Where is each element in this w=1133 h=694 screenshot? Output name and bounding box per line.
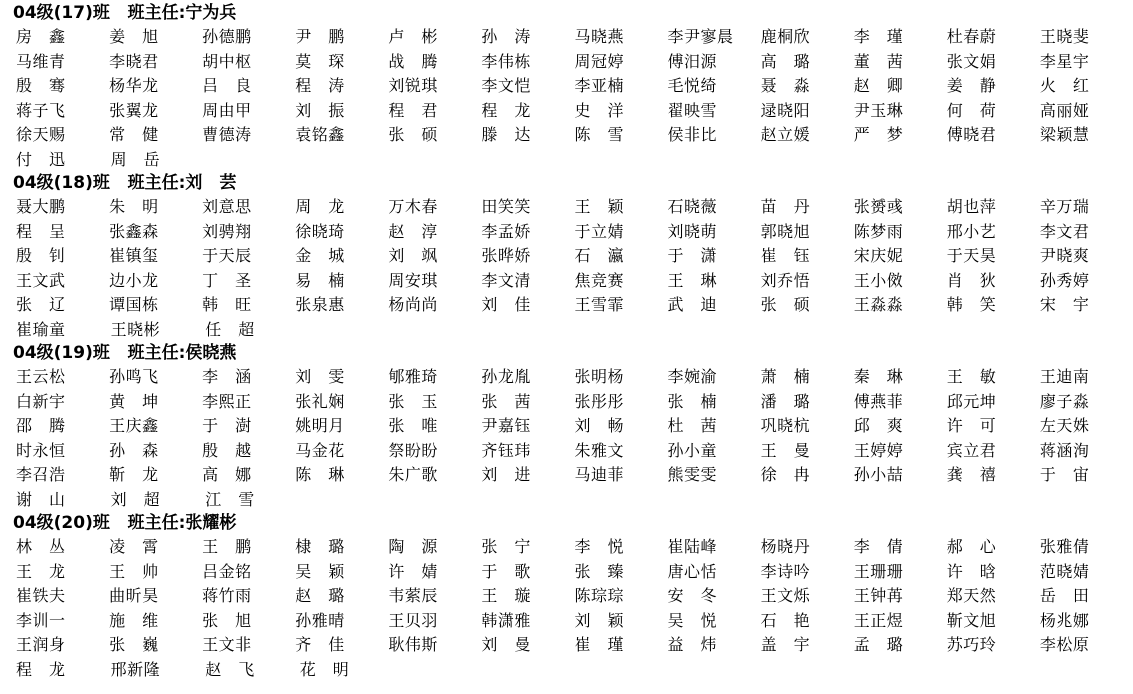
student-name: 韩潇雅 — [481, 610, 531, 630]
student-name: 许 晗 — [946, 561, 997, 581]
student-name: 侯非比 — [667, 125, 718, 144]
student-name: 逯晓阳 — [760, 100, 811, 120]
student-name: 尹 鹏 — [295, 27, 345, 46]
student-name: 益 炜 — [667, 635, 718, 654]
student-name: 陈 雪 — [574, 125, 624, 144]
student-name: 巩晓杭 — [760, 416, 811, 435]
name-row — [16, 488, 1133, 513]
student-name: 赵 卿 — [853, 76, 904, 95]
student-name: 聂 淼 — [760, 76, 811, 95]
student-name: 石 瀛 — [574, 246, 624, 265]
student-name: 王 曼 — [760, 440, 811, 460]
student-name: 崔镇玺 — [109, 246, 159, 265]
student-name: 李文清 — [481, 270, 531, 290]
student-name: 郇雅琦 — [388, 367, 438, 386]
student-name: 龚 禧 — [946, 465, 997, 484]
student-name: 廖子淼 — [1039, 391, 1090, 411]
student-name: 任 超 — [205, 319, 255, 339]
student-name: 杨华龙 — [109, 76, 159, 95]
student-name: 程 龙 — [481, 100, 531, 120]
student-name: 李婉渝 — [667, 367, 718, 386]
student-name: 许 婧 — [388, 561, 438, 581]
student-name: 张赟彧 — [853, 197, 904, 216]
name-row — [16, 463, 1133, 488]
student-name: 肖 狄 — [946, 270, 997, 290]
student-name: 孙德鹏 — [202, 27, 252, 46]
student-name: 马晓燕 — [574, 27, 624, 46]
student-name: 刘 飒 — [388, 246, 438, 265]
student-name: 李 瑾 — [853, 27, 904, 46]
name-row — [16, 25, 1133, 50]
class-header: 04级(20)班 班主任:张耀彬 — [13, 513, 237, 533]
name-row — [16, 50, 1133, 75]
student-name: 白新宇 — [16, 391, 66, 411]
student-name: 王小傚 — [853, 270, 904, 290]
student-name: 邢新隆 — [110, 659, 161, 679]
student-name: 周 龙 — [295, 197, 345, 216]
student-name: 陶 源 — [388, 537, 438, 556]
student-name: 孙 森 — [109, 440, 159, 460]
student-name: 边小龙 — [109, 270, 159, 290]
student-name: 石晓薇 — [667, 197, 718, 216]
student-name: 陈 琳 — [295, 465, 345, 484]
student-name: 靳文旭 — [946, 610, 997, 630]
student-name: 许 可 — [946, 416, 997, 435]
student-name: 刘 畅 — [574, 416, 624, 435]
student-name: 张晔娇 — [481, 246, 531, 265]
student-name: 高丽娅 — [1039, 100, 1090, 120]
student-name: 姜 旭 — [109, 27, 159, 46]
student-name: 岳 田 — [1039, 586, 1090, 605]
name-row — [16, 293, 1133, 318]
student-name: 王淼淼 — [853, 295, 904, 314]
name-row — [16, 535, 1133, 560]
student-name: 邵 腾 — [16, 416, 66, 435]
student-name: 张 旭 — [202, 610, 252, 630]
student-name: 孙小童 — [667, 440, 718, 460]
student-name: 张 茜 — [481, 391, 531, 411]
name-row — [16, 439, 1133, 464]
student-name: 于天昊 — [946, 246, 997, 265]
student-name: 程 龙 — [16, 659, 66, 679]
name-row — [16, 244, 1133, 269]
name-row — [16, 584, 1133, 609]
student-name: 徐天赐 — [16, 125, 66, 144]
student-name: 张彤彤 — [574, 391, 624, 411]
student-name: 祭盼盼 — [388, 440, 438, 460]
student-name: 殷 骞 — [16, 76, 66, 95]
student-name: 陈梦雨 — [853, 221, 904, 241]
student-name: 刘 振 — [295, 100, 345, 120]
student-name: 吴 颖 — [295, 561, 345, 581]
student-name: 辛万瑞 — [1039, 197, 1090, 216]
student-name: 王晓斐 — [1039, 27, 1090, 46]
student-name: 孙龙胤 — [481, 367, 531, 386]
student-name: 靳 龙 — [109, 465, 159, 484]
student-name: 刘 佳 — [481, 295, 531, 314]
student-name: 王迪南 — [1039, 367, 1090, 386]
student-name: 李亚楠 — [574, 76, 624, 95]
student-name: 朱雅文 — [574, 440, 624, 460]
student-name: 王文武 — [16, 270, 66, 290]
class-section — [13, 512, 1133, 682]
student-name: 张 楠 — [667, 391, 718, 411]
student-name: 崔陆峰 — [667, 537, 718, 556]
student-name: 于 歌 — [481, 561, 531, 581]
student-name: 梁颖慧 — [1039, 125, 1090, 144]
student-name: 王晓彬 — [110, 319, 161, 339]
student-name: 殷 越 — [202, 440, 252, 460]
student-name: 宋 宇 — [1039, 295, 1090, 314]
student-name: 袁铭鑫 — [295, 125, 345, 144]
student-name: 王 鹏 — [202, 537, 252, 556]
student-name: 徐晓琦 — [295, 221, 345, 241]
student-name: 胡中枢 — [202, 51, 252, 71]
name-row — [16, 148, 1133, 173]
student-name: 刘 雯 — [295, 367, 345, 386]
student-name: 吕金铭 — [202, 561, 252, 581]
name-row — [16, 390, 1133, 415]
student-name: 刘晓萌 — [667, 221, 718, 241]
student-name: 陈琮琮 — [574, 586, 624, 605]
student-name: 黄 坤 — [109, 391, 159, 411]
student-name: 焦竞赛 — [574, 270, 624, 290]
student-name: 孙鸣飞 — [109, 367, 159, 386]
student-name: 周安琪 — [388, 270, 438, 290]
class-header: 04级(19)班 班主任:侯晓燕 — [13, 343, 237, 363]
student-name: 王 帅 — [109, 561, 159, 581]
class-section — [13, 342, 1133, 512]
student-name: 石 艳 — [760, 610, 811, 630]
student-name: 李文君 — [1039, 221, 1090, 241]
student-name: 程 呈 — [16, 221, 66, 241]
student-name: 李星宇 — [1039, 51, 1090, 71]
student-name: 张 唯 — [388, 416, 438, 435]
student-name: 曲昕昊 — [109, 586, 159, 605]
student-name: 李训一 — [16, 610, 66, 630]
name-row — [16, 74, 1133, 99]
student-name: 王 璇 — [481, 586, 531, 605]
class-section — [13, 172, 1133, 342]
student-name: 杨尚尚 — [388, 295, 438, 314]
student-name: 胡也萍 — [946, 197, 997, 216]
student-name: 董 茜 — [853, 51, 904, 71]
student-name: 王文非 — [202, 635, 252, 654]
student-name: 马维青 — [16, 51, 66, 71]
student-name: 萧 楠 — [760, 367, 811, 386]
student-name: 张 硕 — [388, 125, 438, 144]
student-name: 李松原 — [1039, 635, 1090, 654]
student-name: 常 健 — [109, 125, 159, 144]
student-name: 吕 良 — [202, 76, 252, 95]
student-name: 棣 璐 — [295, 537, 345, 556]
student-name: 郝 心 — [946, 537, 997, 556]
student-name: 尹嘉钰 — [481, 416, 531, 435]
student-name: 张 巍 — [109, 635, 159, 654]
student-name: 杜 茜 — [667, 416, 718, 435]
student-name: 傅晓君 — [946, 125, 997, 144]
student-name: 火 红 — [1039, 76, 1090, 95]
student-name: 周冠婷 — [574, 51, 624, 71]
student-name: 韦萦辰 — [388, 586, 438, 605]
student-name: 姜 静 — [946, 76, 997, 95]
student-name: 孟 璐 — [853, 635, 904, 654]
student-name: 毛悦绮 — [667, 76, 718, 95]
student-name: 孙雅晴 — [295, 610, 345, 630]
student-name: 田笑笑 — [481, 197, 531, 216]
student-name: 孙小喆 — [853, 465, 904, 484]
student-name: 程 君 — [388, 100, 438, 120]
student-name: 刘 颖 — [574, 610, 624, 630]
student-name: 潘 璐 — [760, 391, 811, 411]
student-name: 姚明月 — [295, 416, 345, 435]
name-row — [16, 414, 1133, 439]
student-name: 傅汨源 — [667, 51, 718, 71]
student-name: 鹿桐欣 — [760, 27, 811, 46]
student-name: 耿伟斯 — [388, 635, 438, 654]
student-name: 郭晓旭 — [760, 221, 811, 241]
student-name: 严 梦 — [853, 125, 904, 144]
student-name: 崔瑜童 — [16, 319, 66, 339]
student-name: 刘骋翔 — [202, 221, 252, 241]
student-name: 吴 悦 — [667, 610, 718, 630]
name-row — [16, 195, 1133, 220]
student-name: 谭国栋 — [109, 295, 159, 314]
student-name: 盖 宇 — [760, 635, 811, 654]
student-name: 李晓君 — [109, 51, 159, 71]
student-name: 程 涛 — [295, 76, 345, 95]
name-row — [16, 658, 1133, 683]
student-name: 江 雪 — [205, 489, 255, 509]
student-name: 张泉惠 — [295, 295, 345, 314]
student-name: 王 龙 — [16, 561, 66, 581]
student-name: 马金花 — [295, 440, 345, 460]
student-name: 李 倩 — [853, 537, 904, 556]
student-name: 聂大鹏 — [16, 197, 66, 216]
student-name: 张明杨 — [574, 367, 624, 386]
student-name: 王润身 — [16, 635, 66, 654]
student-name: 蒋竹雨 — [202, 586, 252, 605]
student-name: 安 冬 — [667, 586, 718, 605]
student-name: 张 辽 — [16, 295, 66, 314]
name-row — [16, 220, 1133, 245]
student-name: 王雪霏 — [574, 295, 624, 314]
student-name: 郑天然 — [946, 586, 997, 605]
student-name: 李 悦 — [574, 537, 624, 556]
name-row — [16, 560, 1133, 585]
student-name: 翟映雪 — [667, 100, 718, 120]
student-name: 王 琳 — [667, 270, 718, 290]
student-name: 王珊珊 — [853, 561, 904, 581]
class-section — [13, 2, 1133, 172]
student-name: 王文烁 — [760, 586, 811, 605]
student-name: 万木春 — [388, 197, 438, 216]
student-name: 丁 圣 — [202, 270, 252, 290]
student-name: 张 硕 — [760, 295, 811, 314]
student-name: 赵立媛 — [760, 125, 811, 144]
student-name: 施 维 — [109, 610, 159, 630]
student-name: 王 颖 — [574, 197, 624, 216]
student-name: 凌 霄 — [109, 537, 159, 556]
student-name: 蒋子飞 — [16, 100, 66, 120]
student-name: 史 洋 — [574, 100, 624, 120]
student-name: 曹德涛 — [202, 125, 252, 144]
student-name: 张礼娴 — [295, 391, 345, 411]
name-row — [16, 609, 1133, 634]
student-name: 邱 爽 — [853, 416, 904, 435]
student-name: 马迪菲 — [574, 465, 624, 484]
student-name: 付 迅 — [16, 149, 66, 169]
class-header: 04级(17)班 班主任:宁为兵 — [13, 3, 237, 23]
student-name: 王 敏 — [946, 367, 997, 386]
student-name: 李诗吟 — [760, 561, 811, 581]
student-name: 苗 丹 — [760, 197, 811, 216]
student-name: 房 鑫 — [16, 27, 66, 46]
student-name: 宋庆妮 — [853, 246, 904, 265]
student-name: 刘 超 — [110, 489, 161, 509]
student-name: 刘意思 — [202, 197, 252, 216]
student-name: 战 腾 — [388, 51, 438, 71]
student-name: 张 玉 — [388, 391, 438, 411]
student-name: 朱 明 — [109, 197, 159, 216]
student-name: 韩 笑 — [946, 295, 997, 314]
student-name: 齐 佳 — [295, 635, 345, 654]
student-name: 于天辰 — [202, 246, 252, 265]
class-header: 04级(18)班 班主任:刘 芸 — [13, 173, 237, 193]
student-name: 尹晓爽 — [1039, 246, 1090, 265]
student-name: 李熙正 — [202, 391, 252, 411]
student-name: 蒋涵洵 — [1039, 440, 1090, 460]
student-name: 张 臻 — [574, 561, 624, 581]
student-name: 殷 钊 — [16, 246, 66, 265]
student-name: 周 岳 — [110, 149, 161, 169]
student-name: 刘乔悟 — [760, 270, 811, 290]
student-name: 李孟娇 — [481, 221, 531, 241]
student-name: 唐心恬 — [667, 561, 718, 581]
student-name: 王正煜 — [853, 610, 904, 630]
student-name: 李 涵 — [202, 367, 252, 386]
student-name: 刘 曼 — [481, 635, 531, 654]
student-name: 崔 瑾 — [574, 635, 624, 654]
student-name: 王庆鑫 — [109, 416, 159, 435]
student-name: 刘 进 — [481, 465, 531, 484]
student-name: 李伟栋 — [481, 51, 531, 71]
student-name: 于 澍 — [202, 416, 252, 435]
student-name: 于立婧 — [574, 221, 624, 241]
student-name: 邱元坤 — [946, 391, 997, 411]
student-name: 时永恒 — [16, 440, 66, 460]
student-name: 李尹寥晨 — [667, 27, 734, 46]
student-name: 易 楠 — [295, 270, 345, 290]
student-name: 傅燕菲 — [853, 391, 904, 411]
student-name: 王钟苒 — [853, 586, 904, 605]
student-name: 周由甲 — [202, 100, 252, 120]
student-name: 齐钰玮 — [481, 440, 531, 460]
student-name: 崔铁夫 — [16, 586, 66, 605]
name-row — [16, 99, 1133, 124]
name-row — [16, 318, 1133, 343]
name-row — [16, 123, 1133, 148]
student-name: 孙秀婷 — [1039, 270, 1090, 290]
student-name: 宾立君 — [946, 440, 997, 460]
student-name: 熊雯雯 — [667, 465, 718, 484]
student-name: 杨晓丹 — [760, 537, 811, 556]
student-name: 张 宁 — [481, 537, 531, 556]
student-name: 韩 旺 — [202, 295, 252, 314]
student-name: 张翼龙 — [109, 100, 159, 120]
name-row — [16, 269, 1133, 294]
student-name: 李召浩 — [16, 465, 66, 484]
student-name: 朱广歌 — [388, 465, 438, 484]
student-name: 高 璐 — [760, 51, 811, 71]
student-name: 刘锐琪 — [388, 76, 438, 95]
student-name: 赵 飞 — [205, 659, 255, 679]
student-name: 范晓婧 — [1039, 561, 1090, 581]
student-name: 高 娜 — [202, 465, 252, 484]
name-row — [16, 365, 1133, 390]
student-name: 邢小艺 — [946, 221, 997, 241]
student-name: 赵 璐 — [295, 586, 345, 605]
student-name: 滕 达 — [481, 125, 531, 144]
student-name: 尹玉琳 — [853, 100, 904, 120]
student-name: 秦 琳 — [853, 367, 904, 386]
student-name: 谢 山 — [16, 489, 66, 509]
student-name: 王云松 — [16, 367, 66, 386]
student-name: 何 荷 — [946, 100, 997, 120]
student-name: 孙 涛 — [481, 27, 531, 46]
student-name: 崔 钰 — [760, 246, 811, 265]
student-name: 花 明 — [299, 659, 350, 679]
student-name: 左天姝 — [1039, 416, 1090, 435]
student-name: 王贝羽 — [388, 610, 438, 630]
student-name: 张雅倩 — [1039, 537, 1090, 556]
student-name: 杜春蔚 — [946, 27, 997, 46]
student-name: 林 丛 — [16, 537, 66, 556]
student-name: 苏巧玲 — [946, 635, 997, 654]
student-name: 王婷婷 — [853, 440, 904, 460]
student-name: 张文娟 — [946, 51, 997, 71]
student-name: 武 迪 — [667, 295, 718, 314]
student-name: 莫 琛 — [295, 51, 345, 71]
student-name: 徐 冉 — [760, 465, 811, 484]
student-name: 于 潇 — [667, 246, 718, 265]
student-name: 于 宙 — [1039, 465, 1090, 484]
student-name: 卢 彬 — [388, 27, 438, 46]
name-row — [16, 633, 1133, 658]
student-name: 杨兆娜 — [1039, 610, 1090, 630]
student-name: 张鑫森 — [109, 221, 159, 241]
student-name: 赵 淳 — [388, 221, 438, 241]
student-name: 金 城 — [295, 246, 345, 265]
student-name: 李文恺 — [481, 76, 531, 95]
